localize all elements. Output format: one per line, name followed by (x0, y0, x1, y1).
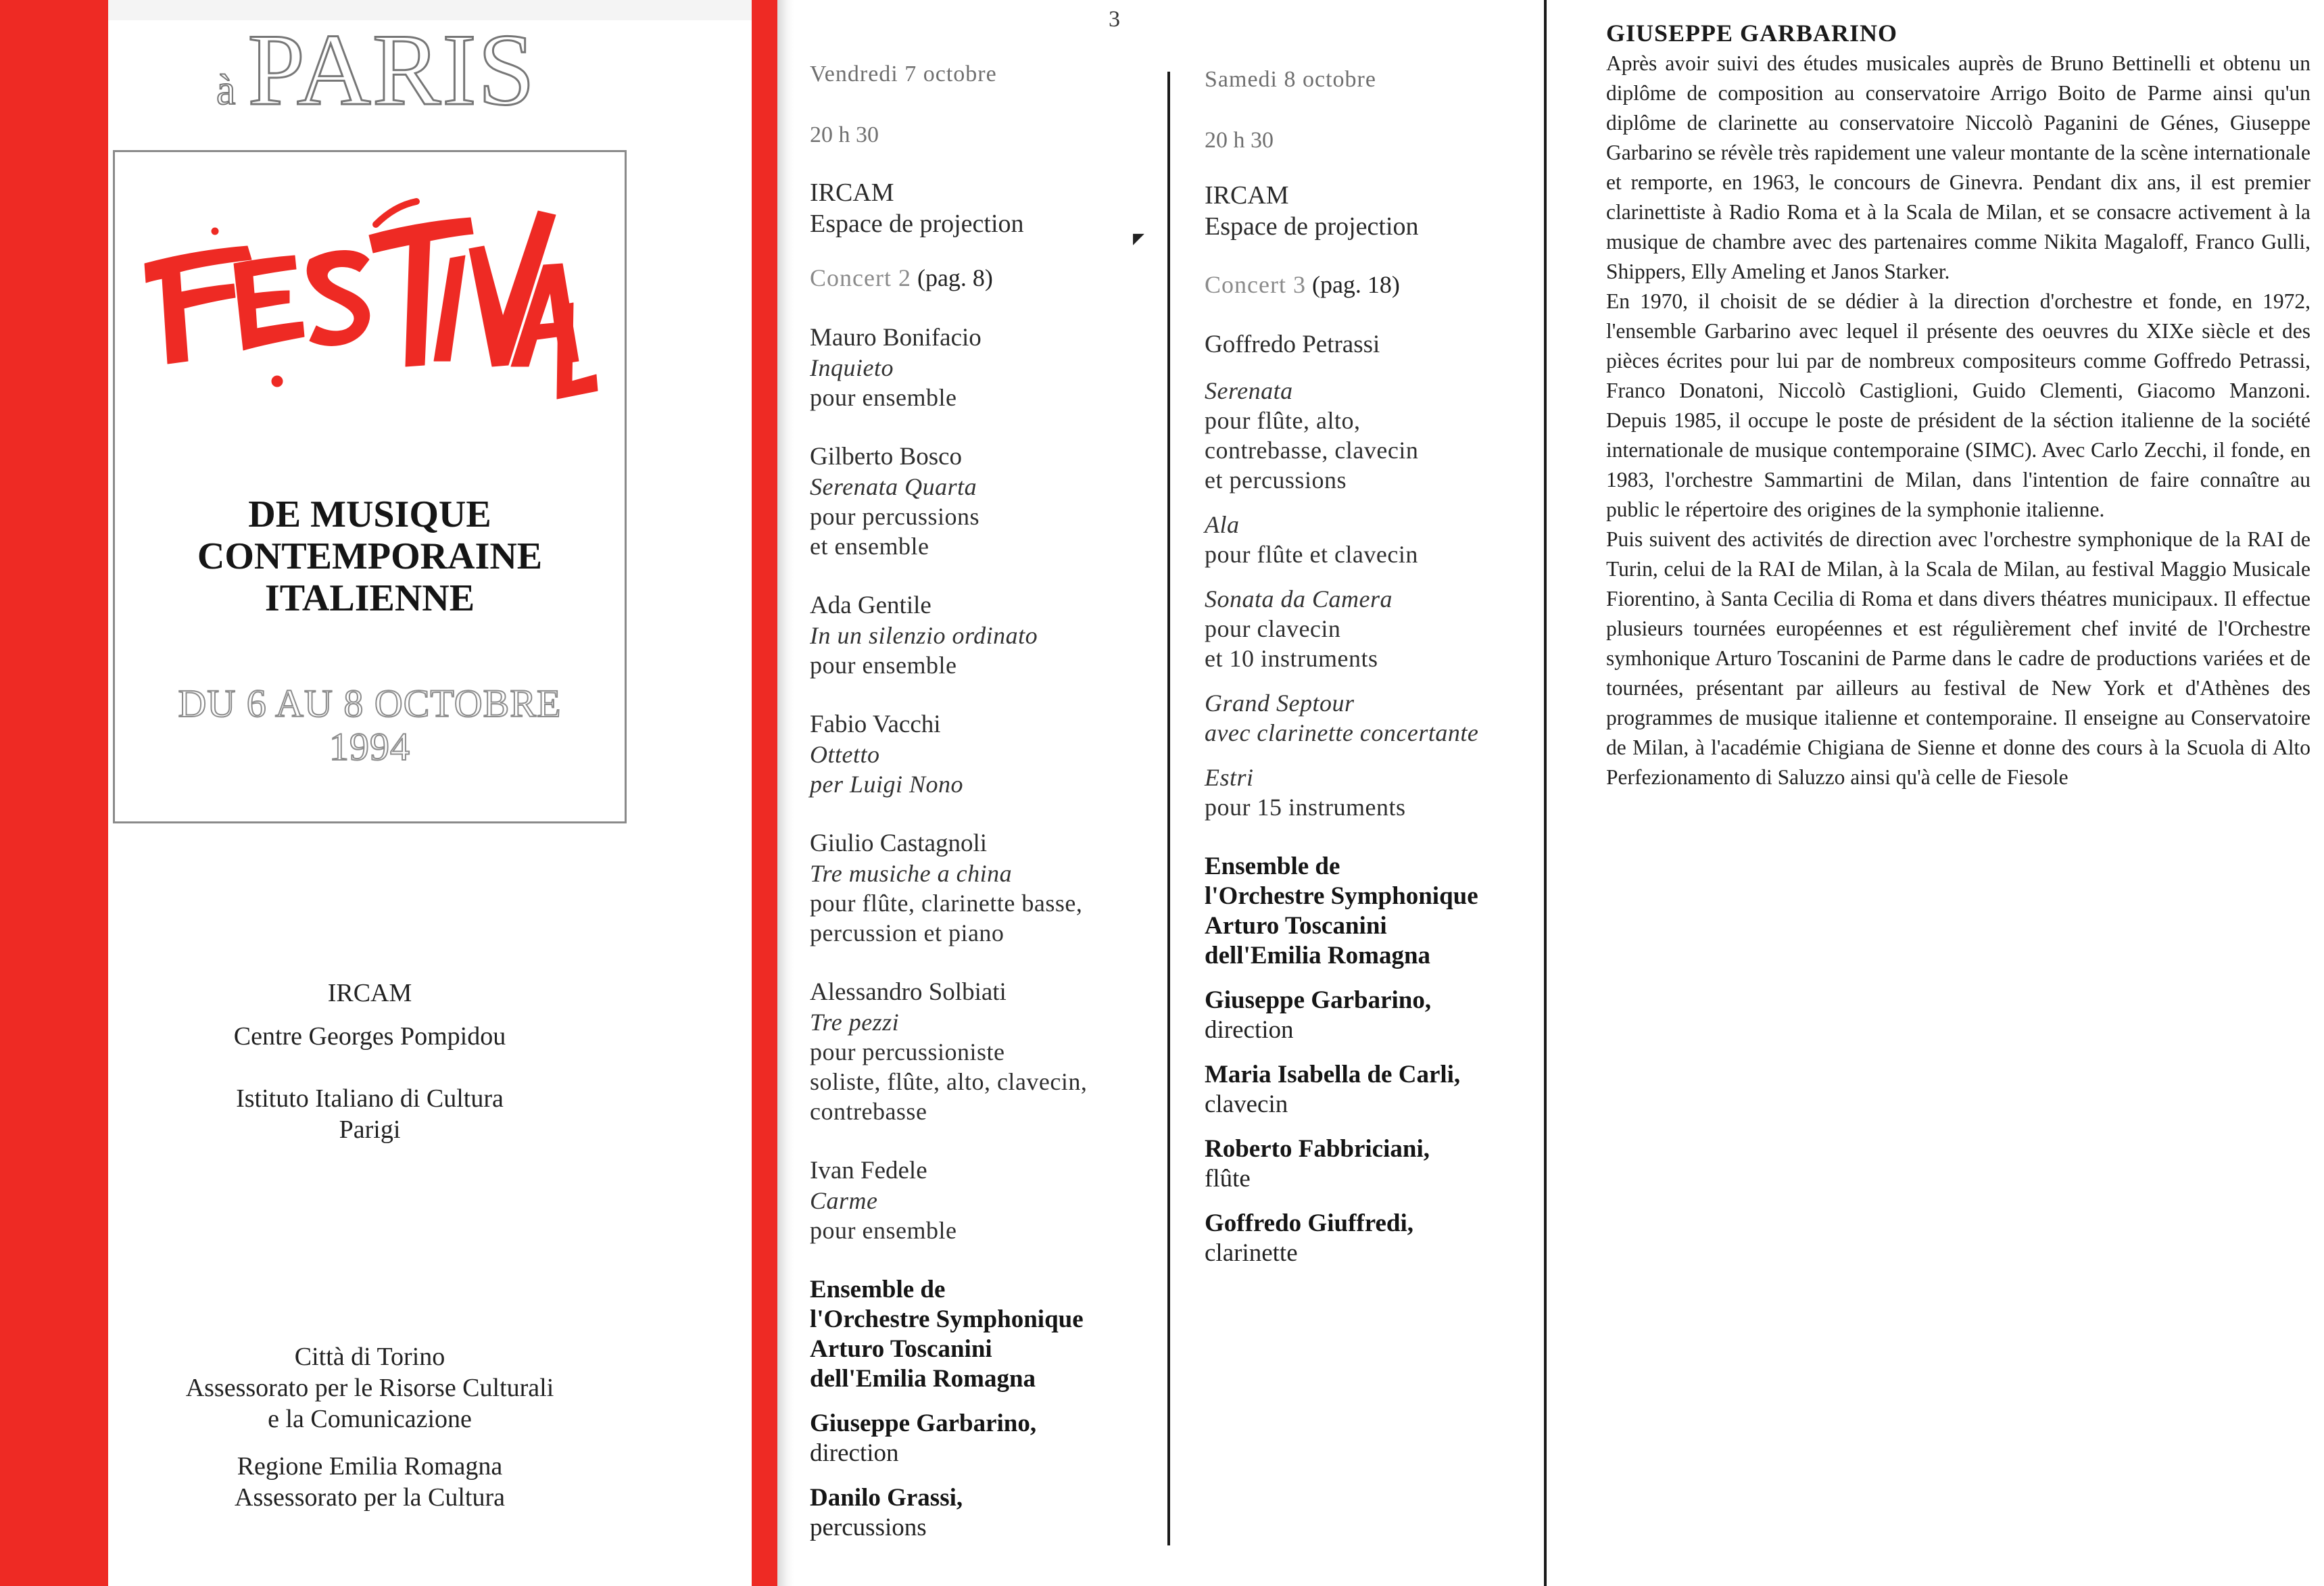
work-title-subtitle: avec clarinette concertante (1205, 719, 1479, 746)
work-instrumentation: pour 15 instruments (1205, 794, 1406, 821)
performer-name: Maria Isabella de Carli, (1205, 1061, 1461, 1088)
day2-concert-name: Concert 3 (1205, 271, 1306, 298)
work-instrumentation: pour ensemble (810, 652, 957, 679)
org-torino-assessorato: Assessorato per le Risorse Culturali (185, 1374, 554, 1402)
work-composer: Mauro Bonifacio (810, 324, 982, 352)
day1-concert (810, 262, 1161, 293)
work-instrumentation: pour flûte et clavecin (1205, 541, 1418, 568)
day2-date: Samedi 8 octobre (1205, 67, 1376, 92)
day2-venue-name: IRCAM (1205, 181, 1289, 210)
day1-time: 20 h 30 (810, 122, 879, 147)
festival-logo (132, 184, 599, 414)
work-instrumentation: et percussions (1205, 466, 1347, 494)
day1-work-6 (810, 978, 1161, 1126)
org-istituto: Istituto Italiano di Cultura (236, 1084, 504, 1113)
day1-venue (810, 177, 1161, 239)
work-composer: Alessandro Solbiati (810, 978, 1007, 1006)
work-composer: Ivan Fedele (810, 1157, 927, 1184)
day1-work-3 (810, 591, 1161, 680)
day1-work-7 (810, 1156, 1161, 1245)
work-instrumentation: soliste, flûte, alto, clavecin, (810, 1068, 1088, 1095)
work-title: Ala (1205, 511, 1240, 538)
work-instrumentation: pour percussions (810, 503, 979, 530)
performer-name: Giuseppe Garbarino, (810, 1410, 1037, 1437)
day1-work-1 (810, 323, 1161, 412)
bio-title: GIUSEPPE GARBARINO (1606, 20, 1898, 47)
ensemble-line: Ensemble de (1205, 852, 1340, 880)
bio-paragraph-2: En 1970, il choisit de se dédier à la direction d'orchestre et fonde, en 1972, l'ensemble Garbarino avec lequel il présente des oeuvres du XIXe siècle et des pièces écrites pour lui par de nombreux compositeurs comme Goffredo Petrassi, Franco Donatoni, Niccolò Castiglioni, Guido Clementi, Giacomo Manzoni. Depuis 1985, il occupe le poste de président de la séction italienne de la société internationale de musique contemporaine (SIMC). Avec Carlo Zecchi, il fonde, en 1983, l'orchestre Sammartini de Milan, dans l'intention de faire connaître au public le répertoire des origines de la symphonie italienne. (1606, 289, 2310, 521)
work-instrumentation: pour percussioniste (810, 1038, 1005, 1065)
performer-name: Giuseppe Garbarino, (1205, 986, 1432, 1014)
work-title: Sonata da Camera (1205, 585, 1393, 612)
work-title: Tre musiche a china (810, 860, 1013, 887)
cover-panel (0, 0, 777, 1586)
performer-name: Goffredo Giuffredi, (1205, 1209, 1413, 1237)
org-parigi: Parigi (339, 1115, 401, 1144)
performer-name: Danilo Grassi, (810, 1484, 963, 1512)
performer-name: Roberto Fabbriciani, (1205, 1135, 1430, 1163)
performer-role: percussions (810, 1514, 927, 1541)
performer-role: clavecin (1205, 1090, 1288, 1118)
day2-work-3 (1205, 584, 1556, 673)
work-title: Inquieto (810, 354, 894, 381)
org-pompidou: Centre Georges Pompidou (233, 1022, 506, 1051)
cover-title-line-3: ITALIENNE (264, 577, 475, 619)
work-instrumentation: percussion et piano (810, 919, 1004, 946)
work-instrumentation: pour flûte, alto, (1205, 407, 1361, 434)
work-instrumentation: pour ensemble (810, 384, 957, 411)
day2-time: 20 h 30 (1205, 128, 1274, 153)
cover-dates-line-2: 1994 (329, 725, 410, 769)
work-instrumentation: pour flûte, clarinette basse, (810, 890, 1083, 917)
cover-city-heading (216, 13, 595, 126)
page-fold (777, 0, 794, 1586)
day2-concert-page: (pag. 18) (1311, 271, 1400, 298)
work-title: In un silenzio ordinato (810, 622, 1038, 649)
day2-performer-4 (1205, 1209, 1556, 1268)
day2-performer-1 (1205, 986, 1556, 1045)
day1-concert-name: Concert 2 (810, 264, 911, 291)
day2-venue-room: Espace de projection (1205, 212, 1419, 241)
column-divider (1167, 72, 1170, 1545)
ensemble-line: l'Orchestre Symphonique (810, 1305, 1084, 1333)
work-title: Carme (810, 1187, 878, 1214)
work-instrumentation: et ensemble (810, 533, 929, 560)
program-day-1 (810, 59, 1161, 1558)
stray-mark: ◤ (1133, 230, 1144, 247)
day1-performer-2 (810, 1483, 1161, 1543)
page-number: 3 (1109, 7, 1120, 32)
work-composer: Fabio Vacchi (810, 711, 941, 738)
ensemble-line: dell'Emilia Romagna (1205, 942, 1431, 969)
cover-red-band-left (0, 0, 108, 1586)
work-title-dedication: per Luigi Nono (810, 771, 964, 798)
work-instrumentation: et 10 instruments (1205, 645, 1378, 672)
cover-title-line-1: DE MUSIQUE (248, 494, 491, 535)
bio-paragraph-1: Après avoir suivi des études musicales auprès de Bruno Bettinelli et obtenu un diplôme de composition au conservatoire Arrigo Boito de Parme ainsi qu'un diplôme de clarinette au conservatoire Niccolò Paganini de Génes, Giuseppe Garbarino se révèle très rapidement une valeur montante de la scène internationale et remporte, en 1963, le concours de Ginevra. Pendant dix ans, il est premier clarinettiste à Radio Roma et à la Scala de Milan, et se consacre activement à la musique de chambre avec des partenaires comme Nikita Magaloff, Franco Gulli, Shippers, Elly Ameling et Janos Starker. (1606, 51, 2310, 283)
day1-venue-name: IRCAM (810, 178, 894, 207)
org-ircam: IRCAM (327, 979, 412, 1007)
work-instrumentation: contrebasse (810, 1098, 927, 1125)
performer-role: direction (810, 1439, 899, 1467)
work-instrumentation: pour ensemble (810, 1217, 957, 1244)
org-emilia: Regione Emilia Romagna (237, 1452, 503, 1481)
ensemble-line: Ensemble de (810, 1276, 946, 1303)
ensemble-line: Arturo Toscanini (1205, 912, 1387, 940)
org-torino: Città di Torino (294, 1343, 445, 1371)
ensemble-line: dell'Emilia Romagna (810, 1365, 1036, 1393)
day1-ensemble (810, 1275, 1161, 1394)
day2-venue (1205, 180, 1556, 242)
work-title: Estri (1205, 764, 1254, 791)
day2-concert (1205, 269, 1556, 300)
work-composer: Gilberto Bosco (810, 443, 963, 471)
performer-role: direction (1205, 1016, 1294, 1044)
cover-city-prefix: à (216, 66, 236, 114)
bio-text (1606, 49, 2310, 792)
day1-work-2 (810, 442, 1161, 561)
day1-work-4 (810, 710, 1161, 799)
work-composer: Ada Gentile (810, 592, 931, 619)
work-title: Grand Septour (1205, 690, 1355, 717)
day2-performer-2 (1205, 1060, 1556, 1120)
day2-work-5 (1205, 763, 1556, 822)
day2-ensemble (1205, 852, 1556, 971)
performer-role: clarinette (1205, 1239, 1298, 1267)
work-instrumentation: contrebasse, clavecin (1205, 437, 1419, 464)
day1-venue-room: Espace de projection (810, 210, 1024, 238)
day2-work-2 (1205, 510, 1556, 569)
org-emilia-assessorato: Assessorato per la Cultura (235, 1483, 505, 1512)
day1-work-5 (810, 829, 1161, 948)
program-day-2 (1205, 65, 1556, 1283)
day1-concert-page: (pag. 8) (917, 264, 993, 291)
work-title: Tre pezzi (810, 1009, 900, 1036)
work-instrumentation: pour clavecin (1205, 615, 1341, 642)
org-torino-comunicazione: e la Comunicazione (268, 1405, 472, 1433)
work-title: Ottetto (810, 741, 880, 768)
day2-work-4 (1205, 688, 1556, 748)
day2-performer-3 (1205, 1134, 1556, 1194)
cover-city-name: PARIS (247, 13, 537, 126)
bio-paragraph-3: Puis suivent des activités de direction avec l'orchestre symphonique de la RAI de Turin, celui de la RAI de Milan, à la Scala de Milan, au festival Maggio Musicale Fiorentino, à Santa Cecilia di Roma et dans divers théatres municipaux. Il effectue plusieurs tournées européennes et est régulièrement chef invité de l'Orchestre symhonique Arturo Toscanini de Parme dans le cadre de productions variées et de tournées, présentant par ailleurs au festival de New York et d'Athènes des programmes de musique italienne et contemporaine. Il enseigne au Conservatoire de Milan, à l'académie Chigiana de Sienne et donne des cours à la Scuola di Alto Perfezionamento di Saluzzo ainsi qu'à celle de Fiesole (1606, 527, 2310, 789)
ensemble-line: l'Orchestre Symphonique (1205, 882, 1478, 910)
work-title: Serenata (1205, 377, 1293, 404)
cover-red-band-right (752, 0, 777, 1586)
day1-performer-1 (810, 1409, 1161, 1468)
work-title: Serenata Quarta (810, 473, 977, 500)
cover-title-line-2: CONTEMPORAINE (197, 535, 543, 577)
cover-dates-line-1: DU 6 AU 8 OCTOBRE (178, 681, 562, 725)
day2-composer: Goffredo Petrassi (1205, 331, 1380, 358)
performer-role: flûte (1205, 1165, 1251, 1193)
day1-date: Vendredi 7 octobre (810, 62, 997, 87)
ensemble-line: Arturo Toscanini (810, 1335, 992, 1363)
work-composer: Giulio Castagnoli (810, 830, 988, 857)
day2-work-1 (1205, 376, 1556, 495)
